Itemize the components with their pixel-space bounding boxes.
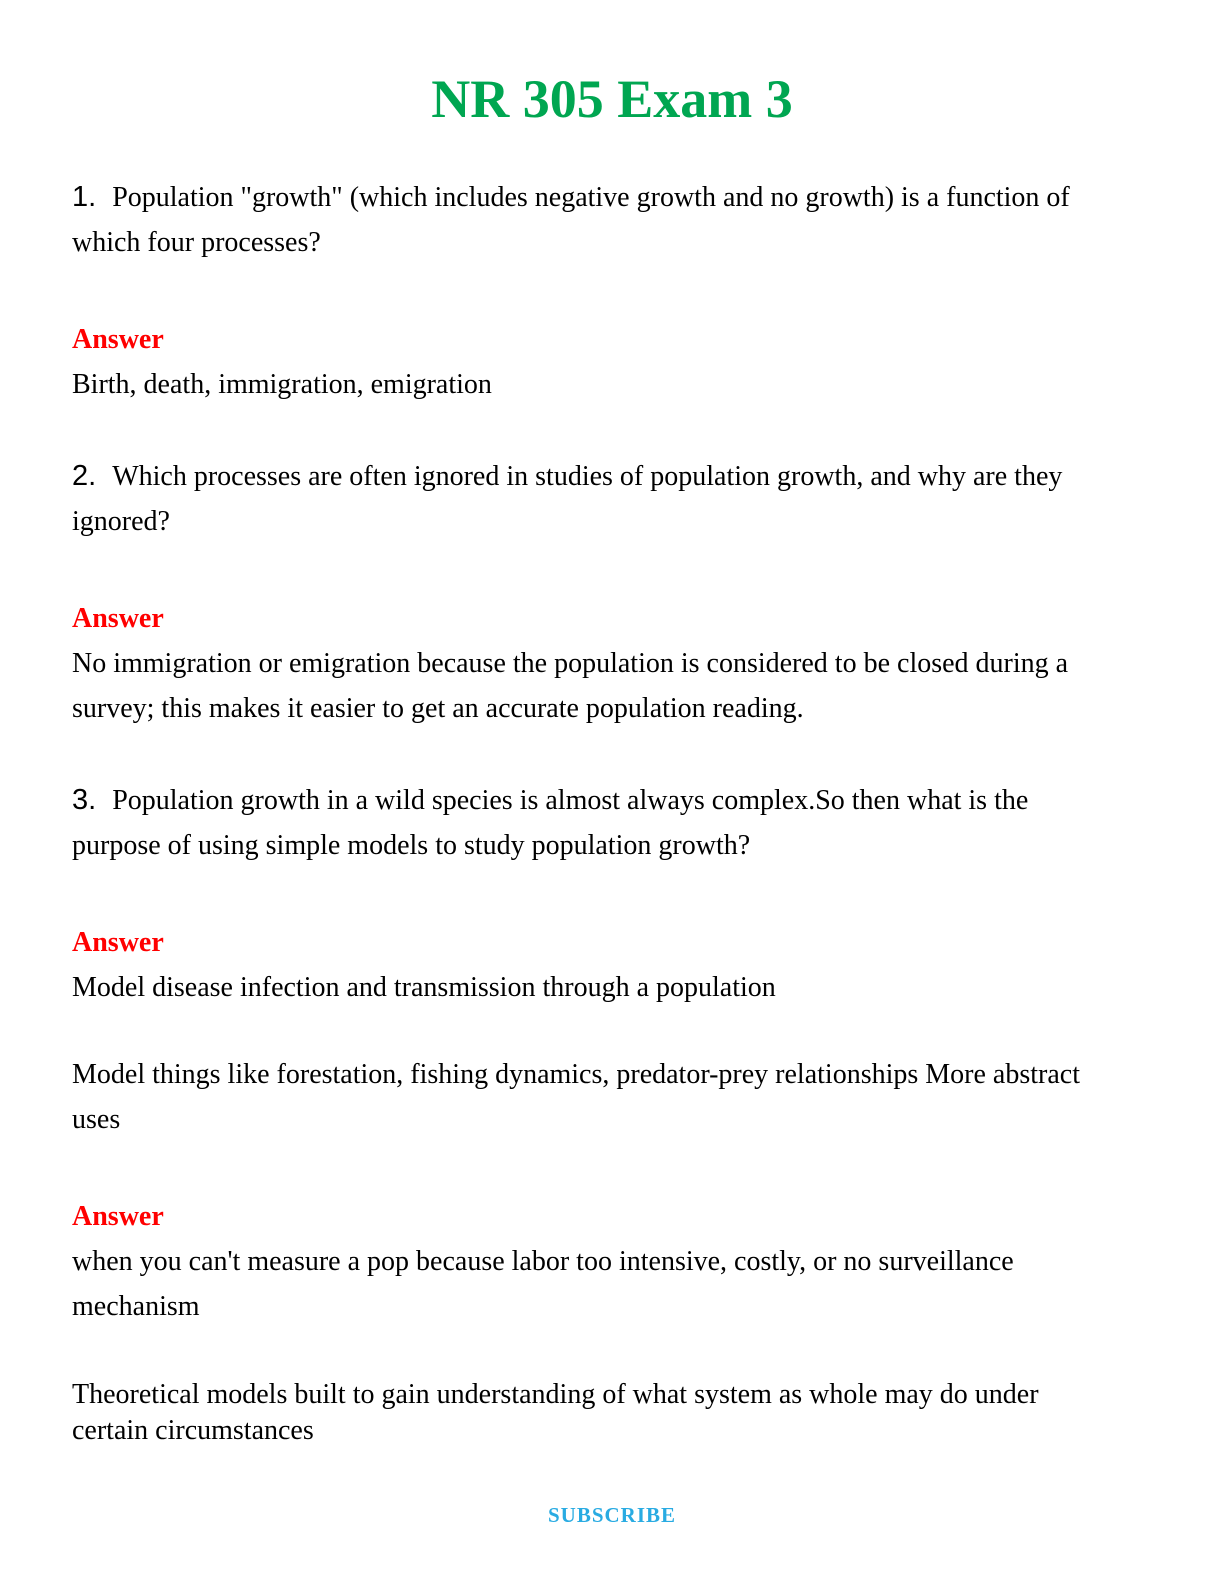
question-3 <box>72 778 1112 868</box>
question-2-text: Which processes are often ignored in studies of population growth, and why are they ignored? <box>72 461 1063 537</box>
question-3-number: 3. <box>72 784 97 816</box>
answer-paragraph: Birth, death, immigration, emigration <box>72 369 492 400</box>
document-body <box>0 175 1224 1449</box>
question-1 <box>72 175 1112 265</box>
answer-label: Answer <box>72 603 164 634</box>
answer-paragraph: when you can't measure a pop because labor too intensive, costly, or no surveillance mechanism <box>72 1246 1014 1322</box>
answer-block-q1 <box>72 317 1112 407</box>
question-1-number: 1. <box>72 181 97 213</box>
answer-block-q2 <box>72 596 1112 731</box>
answer-label: Answer <box>72 324 164 355</box>
page-footer <box>0 1503 1224 1548</box>
answer-paragraph: No immigration or emigration because the population is considered to be closed during a survey; this makes it easier to get an accurate population reading. <box>72 648 1069 724</box>
answer-paragraph: Model things like forestation, fishing dynamics, predator-prey relationships More abstract uses <box>72 1059 1080 1135</box>
answer-block-q3-first <box>72 920 1112 1142</box>
question-2-number: 2. <box>72 460 97 492</box>
question-3-text: Population growth in a wild species is almost always complex.So then what is the purpose of using simple models to study population growth? <box>72 785 1029 861</box>
answer-block-q3-second <box>72 1194 1112 1449</box>
page-title: NR 305 Exam 3 <box>431 69 793 129</box>
answer-paragraph: Model disease infection and transmission through a population <box>72 972 776 1003</box>
question-1-text: Population "growth" (which includes negative growth and no growth) is a function of which four processes? <box>72 182 1070 258</box>
answer-label: Answer <box>72 927 164 958</box>
question-2 <box>72 454 1112 544</box>
subscribe-link[interactable]: SUBSCRIBE <box>547 1503 677 1527</box>
answer-label: Answer <box>72 1201 164 1232</box>
answer-paragraph: Theoretical models built to gain understanding of what system as whole may do under certain circumstances <box>72 1379 1039 1446</box>
